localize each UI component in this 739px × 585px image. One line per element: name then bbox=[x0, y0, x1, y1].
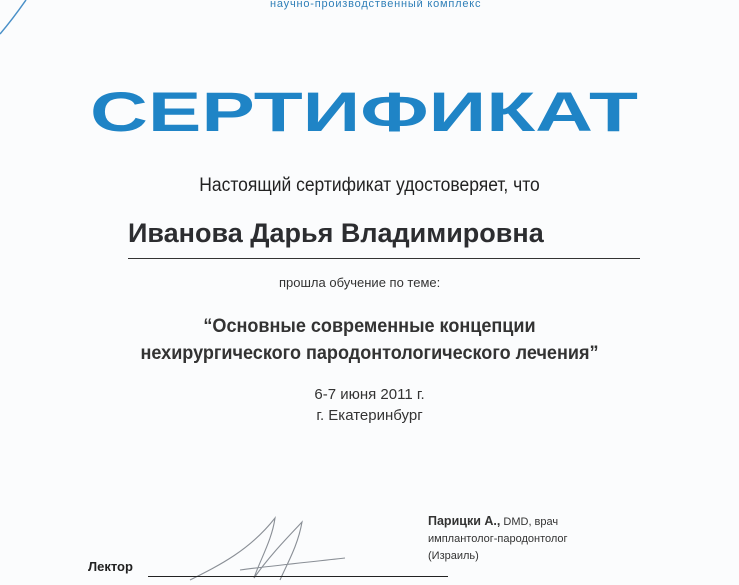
name-underline bbox=[128, 258, 640, 259]
certificate-intro: Настоящий сертификат удостоверяет, что bbox=[199, 175, 540, 196]
course-title-line-2: нехирургического пародонтологического лечения” bbox=[140, 343, 599, 364]
lecturer-degree: DMD, врач bbox=[503, 516, 559, 528]
course-title-line-1: “Основные современные концепции bbox=[203, 316, 536, 337]
course-title bbox=[18, 313, 720, 367]
decorative-corner-arc bbox=[0, 0, 40, 40]
organization-subtitle: научно-производственный комплекс bbox=[270, 0, 482, 10]
lecturer-name: Парицки А., bbox=[428, 514, 501, 528]
lecturer-info bbox=[428, 513, 568, 565]
event-date-location bbox=[0, 384, 739, 426]
passed-training-text: прошла обучение по теме: bbox=[279, 275, 441, 290]
signature-line bbox=[148, 576, 448, 577]
certificate-title-text: СЕРТИФИКАТ bbox=[90, 85, 638, 141]
event-dates: 6-7 июня 2011 г. bbox=[314, 386, 425, 403]
signature-scribble bbox=[180, 510, 350, 585]
certificate-title bbox=[88, 85, 640, 141]
lecturer-country: (Израиль) bbox=[428, 550, 479, 562]
lector-label: Лектор bbox=[88, 559, 133, 574]
lecturer-specialty: имплантолог-пародонтолог bbox=[428, 533, 568, 545]
recipient-name: Иванова Дарья Владимировна bbox=[128, 218, 544, 248]
event-city: г. Екатеринбург bbox=[316, 407, 423, 424]
